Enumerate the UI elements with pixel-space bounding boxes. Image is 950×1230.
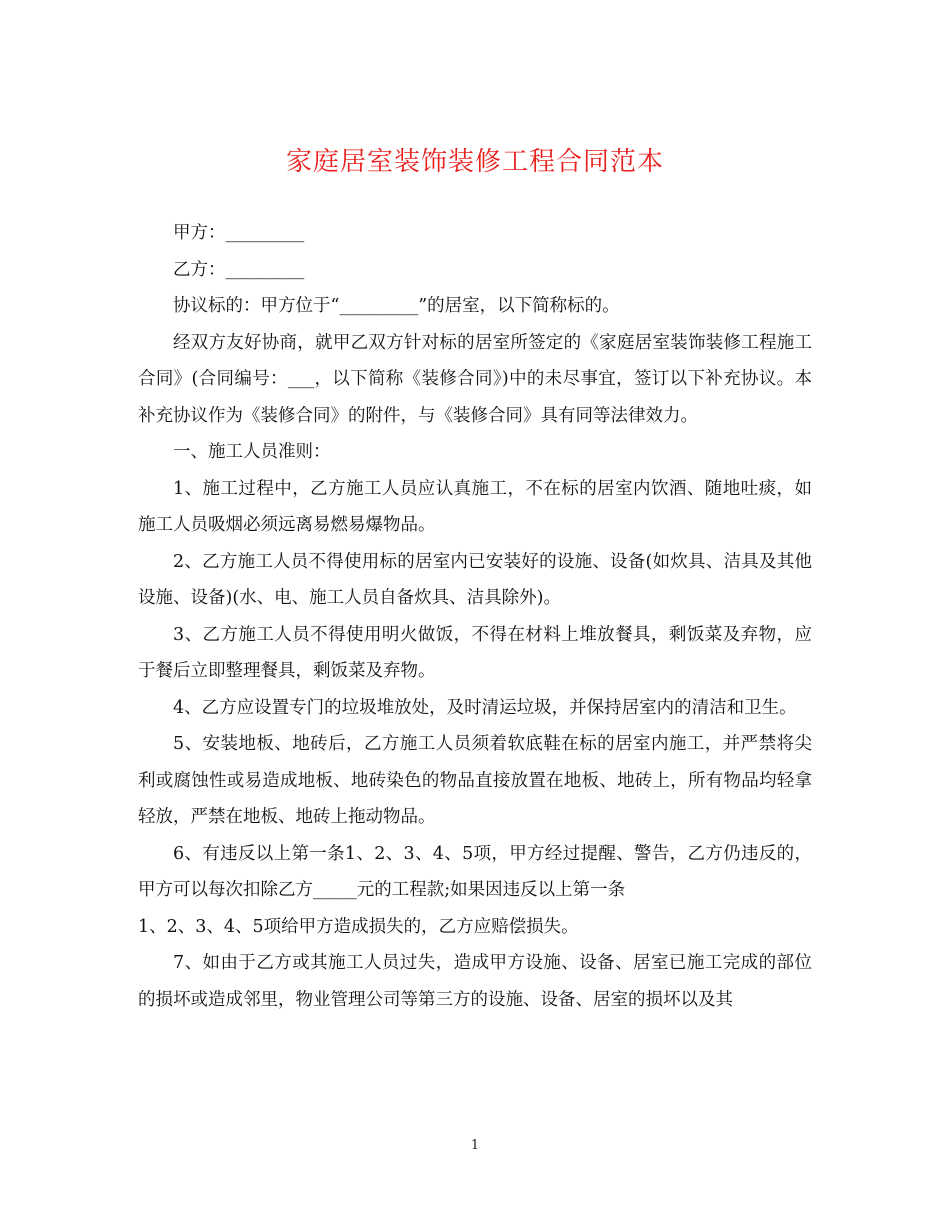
- document-title: 家庭居室装饰装修工程合同范本: [285, 147, 664, 177]
- document-body: [138, 215, 812, 1018]
- party-a-line: 甲方：_________: [173, 223, 305, 243]
- clause-paragraph: 1、施工过程中，乙方施工人员应认真施工，不在标的居室内饮酒、随地吐痰，如施工人员吸烟必须远离易燃易爆物品。: [138, 478, 812, 535]
- clause-continuation: 1、2、3、4、5项给甲方造成损失的，乙方应赔偿损失。: [138, 916, 579, 937]
- section-heading: 一、施工人员准则：: [173, 442, 331, 462]
- subject-line: 协议标的：甲方位于“_________”的居室，以下简称标的。: [173, 296, 620, 316]
- clause-paragraph: 4、乙方应设置专门的垃圾堆放处，及时清运垃圾，并保持居室内的清洁和卫生。: [173, 697, 797, 718]
- clause-paragraph: 3、乙方施工人员不得使用明火做饭，不得在材料上堆放餐具，剩饭菜及弃物，应于餐后立即整理餐具，剩饭菜及弃物。: [138, 624, 812, 681]
- clause-paragraph: 2、乙方施工人员不得使用标的居室内已安装好的设施、设备(如炊具、洁具及其他设施、设备)(水、电、施工人员自备炊具、洁具除外)。: [138, 551, 812, 608]
- clause-paragraph: 7、如由于乙方或其施工人员过失，造成甲方设施、设备、居室已施工完成的部位的损坏或造成邻里，物业管理公司等第三方的设施、设备、居室的损坏以及其: [138, 953, 812, 1010]
- clause-paragraph: 5、安装地板、地砖后，乙方施工人员须着软底鞋在标的居室内施工，并严禁将尖利或腐蚀性或易造成地板、地砖染色的物品直接放置在地板、地砖上，所有物品均轻拿轻放，严禁在地板、地砖上拖动物品。: [138, 734, 812, 827]
- clause-paragraph: 6、有违反以上第一条1、2、3、4、5项，甲方经过提醒、警告，乙方仍违反的，甲方可以每次扣除乙方_____元的工程款;如果因违反以上第一条: [138, 843, 812, 900]
- party-b-line: 乙方：_________: [173, 259, 305, 280]
- page-number: 1: [470, 1138, 480, 1153]
- preamble-paragraph: 经双方友好协商，就甲乙双方针对标的居室所签定的《家庭居室装饰装修工程施工合同》(合同编号：___，以下简称《装修合同》)中的未尽事宜，签订以下补充协议。本补充协议作为《装修合同》的附件，与《装修合同》具有同等法律效力。: [138, 332, 812, 426]
